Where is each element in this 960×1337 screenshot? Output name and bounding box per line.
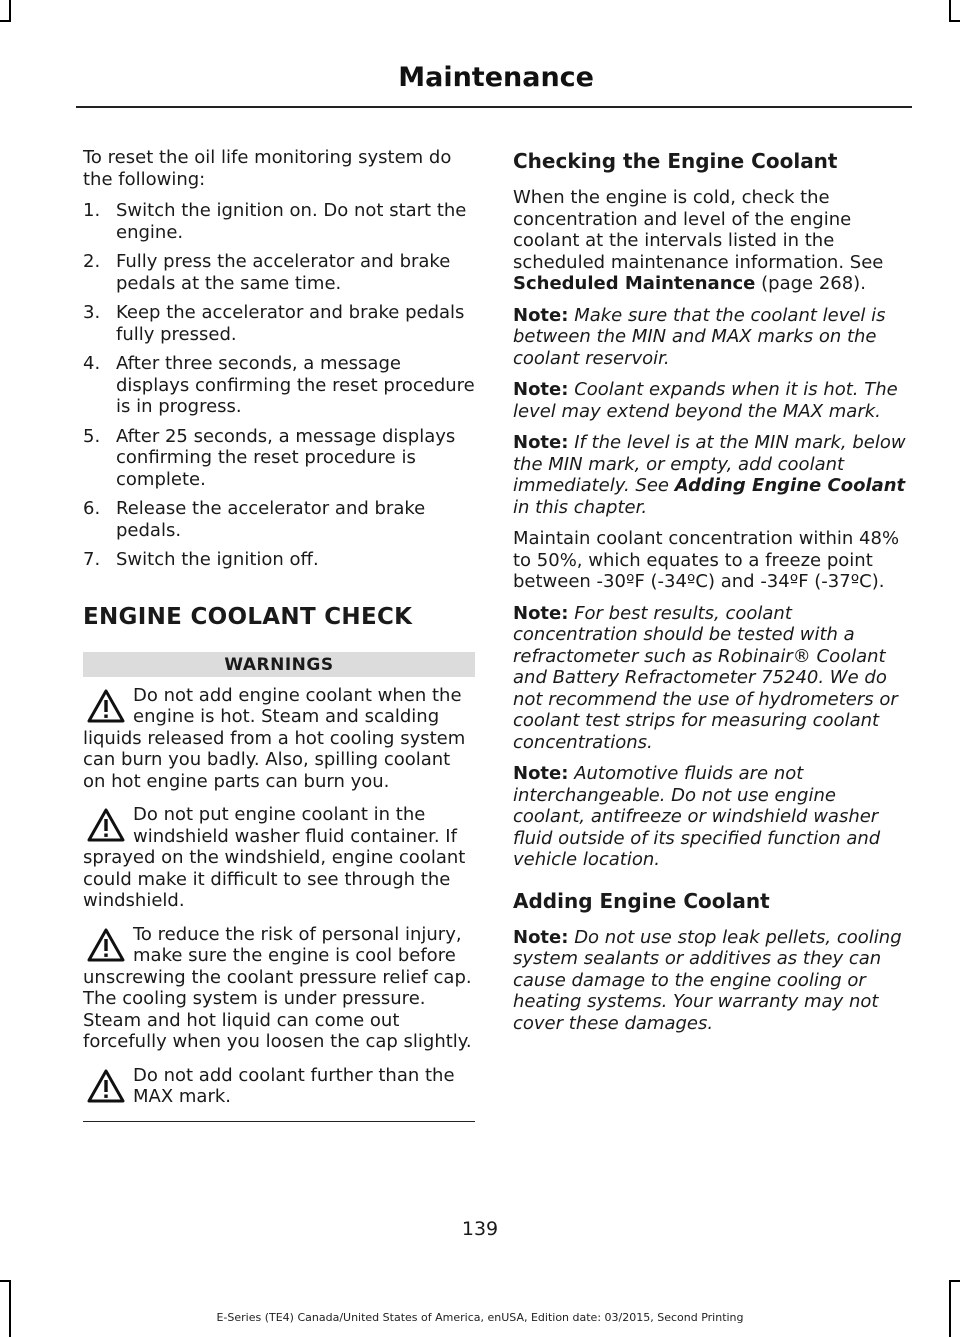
step-number: 6. (83, 498, 101, 519)
step-number: 7. (83, 549, 101, 570)
footer-edition-info: E-Series (TE4) Canada/United States of America, enUSA, Edition date: 03/2015, Second Printing (216, 1311, 744, 1324)
warning-text: To reduce the risk of personal injury, make sure the engine is cool before unscrewing the coolant pressure relief cap. The cooling system is under pressure. Steam and hot liquid can come out forcefully when you loosen the cap slightly. (83, 923, 472, 1052)
step-number: 2. (83, 251, 101, 272)
warnings-bottom-rule (83, 1121, 475, 1123)
note-paragraph (513, 763, 908, 871)
warning-item (83, 1065, 475, 1109)
crop-mark-bottom-left-v (9, 1280, 11, 1337)
list-item (83, 200, 475, 243)
step-text: After three seconds, a message displays confirming the reset procedure is in progress. (116, 353, 475, 417)
crop-mark-bottom-right-h (949, 1280, 960, 1282)
warning-text: Do not add coolant further than the MAX mark. (133, 1064, 455, 1107)
note-label: Note: (513, 763, 569, 784)
scheduled-maintenance-link[interactable]: Scheduled Maintenance (513, 273, 756, 294)
step-number: 3. (83, 302, 101, 323)
list-item (83, 302, 475, 345)
step-text: After 25 seconds, a message displays confirming the reset procedure is complete. (116, 425, 456, 490)
note-text: in this chapter. (513, 496, 648, 518)
crop-mark-top-right-h (949, 20, 960, 22)
page-number: 139 (461, 1218, 499, 1240)
warning-triangle-icon (87, 808, 125, 842)
adding-engine-coolant-link[interactable]: Adding Engine Coolant (674, 475, 906, 496)
warning-item (83, 804, 475, 912)
note-paragraph (513, 927, 908, 1035)
intro-paragraph: To reset the oil life monitoring system do the following: (83, 147, 452, 190)
note-label: Note: (513, 926, 569, 948)
paragraph-text: When the engine is cold, check the concentration and level of the engine coolant at the intervals listed in the scheduled maintenance information. See (513, 187, 884, 273)
note-paragraph (513, 603, 908, 754)
list-item (83, 426, 475, 491)
coolant-check-paragraph (513, 187, 908, 295)
step-number: 4. (83, 353, 101, 374)
crop-mark-bottom-right-v (949, 1280, 951, 1337)
warning-item (83, 924, 475, 1053)
warning-triangle-icon (87, 928, 125, 962)
list-item (83, 498, 475, 541)
checking-coolant-heading: Checking the Engine Coolant (513, 149, 838, 173)
crop-mark-top-left-h (0, 20, 11, 22)
warning-item (83, 685, 475, 793)
step-text: Switch the ignition on. Do not start the engine. (116, 200, 467, 243)
step-text: Switch the ignition off. (116, 549, 319, 570)
reset-steps-list (83, 200, 475, 571)
section-heading: ENGINE COOLANT CHECK (83, 603, 413, 630)
note-text: Automotive fluids are not interchangeable. Do not use engine coolant, antifreeze or windshield washer fluid outside of its specified function and vehicle location. (513, 763, 881, 870)
note-paragraph (513, 305, 908, 370)
note-label: Note: (513, 602, 569, 624)
page-reference: (page 268). (755, 273, 866, 294)
header-divider (76, 106, 912, 108)
left-column (83, 147, 475, 1122)
step-text: Fully press the accelerator and brake pedals at the same time. (116, 251, 451, 294)
note-paragraph (513, 379, 908, 422)
list-item (83, 353, 475, 418)
note-paragraph (513, 432, 908, 518)
note-label: Note: (513, 432, 569, 453)
warning-triangle-icon (87, 1069, 125, 1103)
step-number: 5. (83, 425, 101, 447)
note-text: Do not use stop leak pellets, cooling system sealants or additives as they can cause damage to the engine cooling or heating systems. Your warranty may not cover these damages. (513, 926, 902, 1034)
adding-coolant-heading: Adding Engine Coolant (513, 888, 770, 913)
warning-text: Do not add engine coolant when the engine is hot. Steam and scalding liquids released from a hot cooling system can burn you badly. Also, spilling coolant on hot engine parts can burn you. (83, 684, 466, 792)
crop-mark-top-left-v (9, 0, 11, 20)
note-text: Make sure that the coolant level is between the MIN and MAX marks on the coolant reservoir. (513, 304, 886, 369)
right-column (513, 147, 908, 1044)
step-text: Release the accelerator and brake pedals. (116, 498, 426, 541)
step-number: 1. (83, 200, 101, 221)
step-text: Keep the accelerator and brake pedals fully pressed. (116, 302, 465, 345)
list-item (83, 251, 475, 294)
page-header-title: Maintenance (398, 62, 594, 93)
note-label: Note: (513, 304, 569, 326)
warnings-heading: WARNINGS (83, 652, 475, 677)
warning-text: Do not put engine coolant in the windshield washer fluid container. If sprayed on the windshield, engine coolant could make it difficult to see through the windshield. (83, 804, 466, 911)
list-item (83, 549, 475, 571)
crop-mark-bottom-left-h (0, 1280, 11, 1282)
note-text: Coolant expands when it is hot. The level may extend beyond the MAX mark. (513, 379, 898, 422)
note-text: If the level is at the MIN mark, below the MIN mark, or empty, add coolant immediately. See (513, 432, 906, 496)
note-label: Note: (513, 379, 569, 400)
warning-triangle-icon (87, 689, 125, 723)
note-text: For best results, coolant concentration should be tested with a refractometer such as Robinair® Coolant and Battery Refractometer 75240. We do not recommend the use of hydrometers or coolant test strips for measuring coolant concentrations. (513, 602, 898, 753)
concentration-paragraph: Maintain coolant concentration within 48% to 50%, which equates to a freeze point between -30ºF (-34ºC) and -34ºF (-37ºC). (513, 528, 900, 592)
crop-mark-top-right-v (949, 0, 951, 20)
